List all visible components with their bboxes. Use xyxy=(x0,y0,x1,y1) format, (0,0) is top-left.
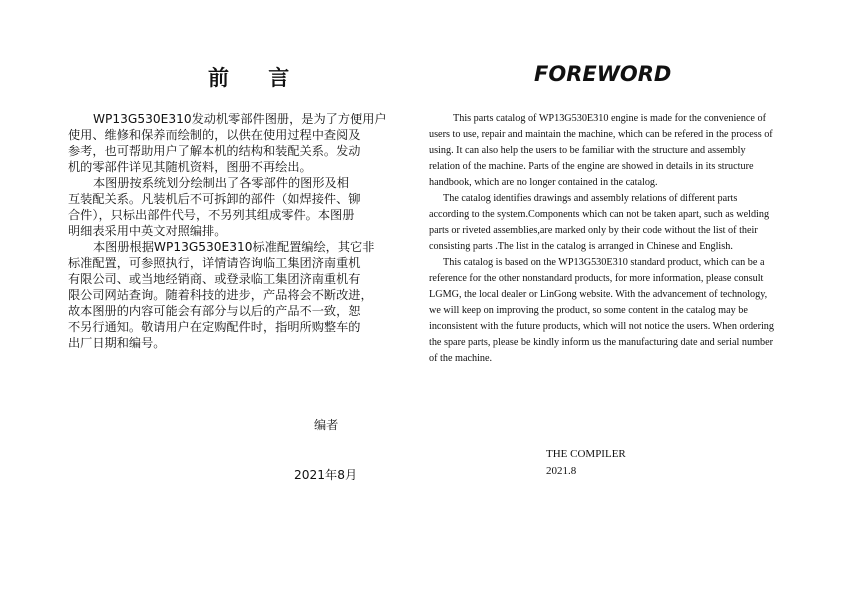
cn-line: 限公司网站查询。随着科技的进步，产品将会不断改进， xyxy=(68,288,373,302)
chinese-signature: 编者 xyxy=(314,418,339,432)
cn-line: 互装配关系。凡装机后不可拆卸的部件（如焊接件、铆 xyxy=(68,192,361,206)
en-paragraph: This parts catalog of WP13G530E310 engine is made for the convenience of users to use, repair and maintain the machine, which can be refered in the process of using. It can also help the users to be familiar with the structure and assembly relation of the machine. Parts of the engine are showed in details in its structure handbook, which are no longer contained in the catalog. xyxy=(429,113,773,188)
cn-line: 本图册按系统划分绘制出了各零部件的图形及相 xyxy=(93,176,349,190)
cn-line: 参考，也可帮助用户了解本机的结构和装配关系。发动 xyxy=(68,144,361,158)
english-foreword-body xyxy=(429,111,775,367)
cn-line: 出厂日期和编号。 xyxy=(68,336,166,350)
cn-line: 使用、维修和保养而绘制的，以供在使用过程中查阅及 xyxy=(68,128,361,142)
cn-line: 不另行通知。敬请用户在定购配件时，指明所购整车的 xyxy=(68,320,361,334)
en-paragraph: The catalog identifies drawings and assembly relations of different parts according to the system.Components which can not be taken apart, such as welding parts or riveted assemblies,are marked only by their code without the list of their consisting parts .The list in the catalog is arranged in Chinese and English. xyxy=(429,193,770,252)
chinese-date: 2021年8月 xyxy=(294,468,358,482)
cn-line: 标准配置，可参照执行，详情请咨询临工集团济南重机 xyxy=(68,256,361,270)
english-signature: THE COMPILER xyxy=(546,448,626,460)
en-paragraph: This catalog is based on the WP13G530E310 standard product, which can be a reference for the other nonstandard products, for more information, please consult LGMG, the local dealer or LinGong website. With the advancement of technology, we will keep on improving the product, so some content in the catalog may be inconsistent with the future products, which will not notice the users. When ordering the spare parts, please be kindly inform us the manufacturing date and serial number of the machine. xyxy=(429,257,774,364)
cn-line: 故本图册的内容可能会有部分与以后的产品不一致，恕 xyxy=(68,304,361,318)
english-date: 2021.8 xyxy=(546,465,577,477)
cn-line: 有限公司、或当地经销商、或登录临工集团济南重机有 xyxy=(68,272,361,286)
cn-line: 本图册根据WP13G530E310标准配置编绘，其它非 xyxy=(93,240,375,254)
cn-line: 明细表采用中英文对照编排。 xyxy=(68,224,227,238)
cn-line: 机的零部件详见其随机资料，图册不再绘出。 xyxy=(68,160,312,174)
chinese-title: 前 言 xyxy=(208,66,306,90)
cn-line: WP13G530E310发动机零部件图册，是为了方便用户 xyxy=(93,112,387,126)
cn-line: 合件），只标出部件代号，不另列其组成零件。本图册 xyxy=(68,208,355,222)
english-title: FOREWORD xyxy=(534,62,672,86)
